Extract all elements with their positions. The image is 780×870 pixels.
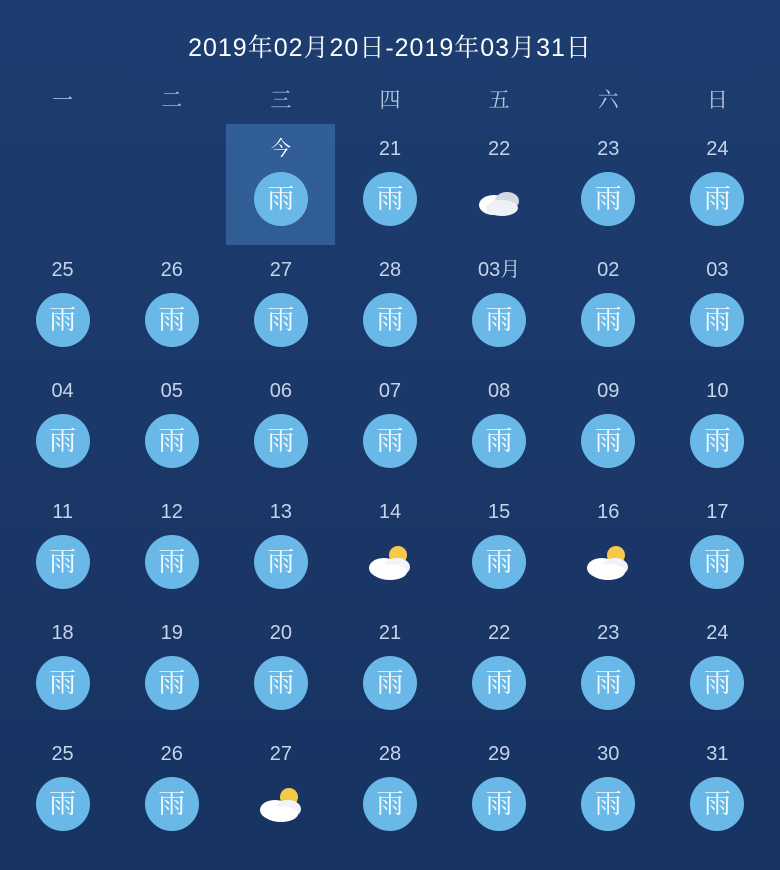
calendar-day-cell[interactable] [663,729,772,850]
day-number-label: 23 [597,138,620,160]
rain-icon: 雨 [581,777,635,831]
calendar-day-cell[interactable] [8,608,117,729]
calendar-day-cell[interactable] [335,608,444,729]
calendar-day-inner [8,608,117,729]
rain-icon: 雨 [690,777,744,831]
rain-icon: 雨 [36,293,90,347]
partly-cloudy-icon [581,535,635,589]
day-number-label: 02 [597,259,620,281]
calendar-day-cell[interactable] [554,366,663,487]
day-number-label: 14 [378,501,402,523]
rain-icon: 雨 [254,172,308,226]
rain-icon: 雨 [36,414,90,468]
calendar-day-cell[interactable] [445,729,554,850]
rain-icon: 雨 [145,414,199,468]
calendar-day-cell[interactable] [445,124,554,245]
calendar-day-cell[interactable] [554,487,663,608]
calendar-day-inner [554,729,663,850]
day-number-label: 26 [160,743,183,765]
calendar-day-cell[interactable] [335,245,444,366]
partly-cloudy-icon [363,535,417,589]
calendar-day-inner [663,487,772,608]
day-number-label: 24 [706,138,729,160]
calendar-day-inner [226,366,335,487]
cloudy-icon [472,172,526,226]
calendar-day-inner [335,366,444,487]
calendar-day-cell[interactable] [226,366,335,487]
rain-icon: 雨 [145,656,199,710]
rain-icon: 雨 [363,172,417,226]
calendar-day-inner [117,124,226,245]
weekday-label: 五 [488,89,510,112]
calendar-day-cell[interactable] [554,608,663,729]
calendar-day-inner [117,366,226,487]
calendar-day-cell[interactable] [8,729,117,850]
rain-icon: 雨 [145,777,199,831]
calendar-day-cell[interactable] [117,608,226,729]
rain-icon: 雨 [690,172,744,226]
day-number-label: 03 [706,259,729,281]
day-number-label: 09 [597,380,620,402]
calendar-day-cell[interactable] [445,245,554,366]
day-number-label: 30 [597,743,620,765]
weekday-header-row [0,70,780,114]
calendar-day-inner [554,608,663,729]
weekday-label: 二 [161,89,183,112]
calendar-day-cell[interactable] [663,487,772,608]
weekday-label: 一 [52,89,74,112]
calendar-grid [0,114,780,850]
calendar-day-inner [8,487,117,608]
calendar-day-cell[interactable] [335,366,444,487]
calendar-day-cell[interactable] [554,124,663,245]
calendar-day-inner [226,124,335,245]
calendar-day-cell[interactable] [335,124,444,245]
day-number-label: 16 [597,501,620,523]
day-number-label: 13 [269,501,292,523]
calendar-day-inner [335,245,444,366]
calendar-day-cell[interactable] [226,608,335,729]
day-number-label: 12 [160,501,183,523]
calendar-day-inner [226,608,335,729]
calendar-day-inner [117,245,226,366]
rain-icon: 雨 [581,656,635,710]
day-number-label: 15 [488,501,511,523]
rain-icon: 雨 [363,777,417,831]
day-number-label: 08 [488,380,511,402]
rain-icon: 雨 [472,293,526,347]
day-number-label: 03月 [478,259,521,281]
rain-icon: 雨 [472,535,526,589]
calendar-day-inner [335,124,444,245]
day-number-label: 今 [270,138,291,160]
calendar-day-cell[interactable] [445,366,554,487]
page-title: 2019年02月20日-2019年03月31日 [188,34,592,62]
calendar-day-cell[interactable] [663,124,772,245]
rain-icon: 雨 [690,656,744,710]
calendar-day-inner [335,608,444,729]
day-number-label: 04 [51,380,74,402]
day-number-label: 18 [51,622,74,644]
calendar-day-cell[interactable] [335,729,444,850]
rain-icon: 雨 [472,656,526,710]
calendar-day-inner [554,124,663,245]
calendar-day-inner [117,487,226,608]
rain-icon: 雨 [472,414,526,468]
calendar-day-inner [226,487,335,608]
calendar-day-inner [8,124,117,245]
day-number-label: 10 [706,380,729,402]
calendar-cell-empty [8,124,117,245]
rain-icon: 雨 [363,293,417,347]
calendar-day-cell[interactable] [117,729,226,850]
calendar-day-cell[interactable] [663,366,772,487]
calendar-day-cell[interactable] [8,245,117,366]
day-number-label: 06 [269,380,292,402]
rain-icon: 雨 [145,293,199,347]
calendar-day-inner [554,487,663,608]
calendar-day-inner [663,608,772,729]
calendar-day-inner [226,729,335,850]
rain-icon: 雨 [254,535,308,589]
day-number-label: 25 [51,743,74,765]
rain-icon: 雨 [690,535,744,589]
day-number-label: 11 [52,501,73,523]
calendar-day-inner [663,366,772,487]
weekday-label: 日 [706,89,728,112]
rain-icon: 雨 [36,777,90,831]
rain-icon: 雨 [363,656,417,710]
day-number-label: 27 [269,259,292,281]
calendar-day-cell[interactable] [554,729,663,850]
calendar-day-inner [335,487,444,608]
rain-icon: 雨 [36,535,90,589]
rain-icon: 雨 [254,656,308,710]
calendar-day-cell[interactable] [117,487,226,608]
calendar-day-cell[interactable] [554,245,663,366]
calendar-day-inner [445,366,554,487]
day-number-label: 19 [160,622,183,644]
calendar-day-inner [8,729,117,850]
calendar-day-cell[interactable] [445,487,554,608]
day-number-label: 25 [51,259,74,281]
calendar-day-cell[interactable] [226,487,335,608]
calendar-day-inner [554,366,663,487]
calendar-day-inner [8,366,117,487]
day-number-label: 21 [378,138,402,160]
rain-icon: 雨 [581,172,635,226]
calendar-day-cell[interactable] [117,366,226,487]
day-number-label: 23 [597,622,620,644]
day-number-label: 22 [488,622,511,644]
calendar-day-inner [117,729,226,850]
day-number-label: 21 [378,622,402,644]
calendar-day-inner [8,245,117,366]
weekday-label: 六 [597,89,619,112]
rain-icon: 雨 [472,777,526,831]
rain-icon: 雨 [581,414,635,468]
calendar-day-inner [445,245,554,366]
rain-icon: 雨 [36,656,90,710]
calendar-cell-empty [117,124,226,245]
calendar-day-cell[interactable] [226,729,335,850]
calendar-day-inner [335,729,444,850]
calendar-day-cell[interactable] [663,245,772,366]
calendar-day-inner [663,729,772,850]
day-number-label: 20 [269,622,292,644]
calendar-day-inner [663,245,772,366]
rain-icon: 雨 [254,414,308,468]
calendar-day-cell[interactable] [663,608,772,729]
day-number-label: 28 [378,743,402,765]
calendar-day-cell[interactable] [8,487,117,608]
calendar-day-cell[interactable] [8,366,117,487]
calendar-day-inner [663,124,772,245]
day-number-label: 29 [488,743,511,765]
partly-cloudy-icon [254,777,308,831]
rain-icon: 雨 [690,293,744,347]
calendar-day-cell[interactable] [226,124,335,245]
day-number-label: 27 [269,743,292,765]
day-number-label: 24 [706,622,729,644]
calendar-day-cell[interactable] [445,608,554,729]
calendar-day-cell[interactable] [335,487,444,608]
day-number-label: 17 [706,501,729,523]
rain-icon: 雨 [363,414,417,468]
day-number-label: 22 [488,138,511,160]
calendar-day-inner [445,487,554,608]
rain-icon: 雨 [254,293,308,347]
day-number-label: 07 [378,380,402,402]
rain-icon: 雨 [581,293,635,347]
day-number-label: 28 [378,259,402,281]
calendar-day-inner [445,124,554,245]
calendar-day-inner [554,245,663,366]
day-number-label: 31 [706,743,729,765]
calendar-day-cell[interactable] [226,245,335,366]
calendar-day-inner [226,245,335,366]
day-number-label: 05 [160,380,183,402]
calendar-day-inner [445,608,554,729]
calendar-day-cell[interactable] [117,245,226,366]
calendar-day-inner [117,608,226,729]
weekday-label: 四 [379,89,401,112]
rain-icon: 雨 [145,535,199,589]
calendar-day-inner [445,729,554,850]
day-number-label: 26 [160,259,183,281]
weekday-label: 三 [270,89,292,112]
rain-icon: 雨 [690,414,744,468]
